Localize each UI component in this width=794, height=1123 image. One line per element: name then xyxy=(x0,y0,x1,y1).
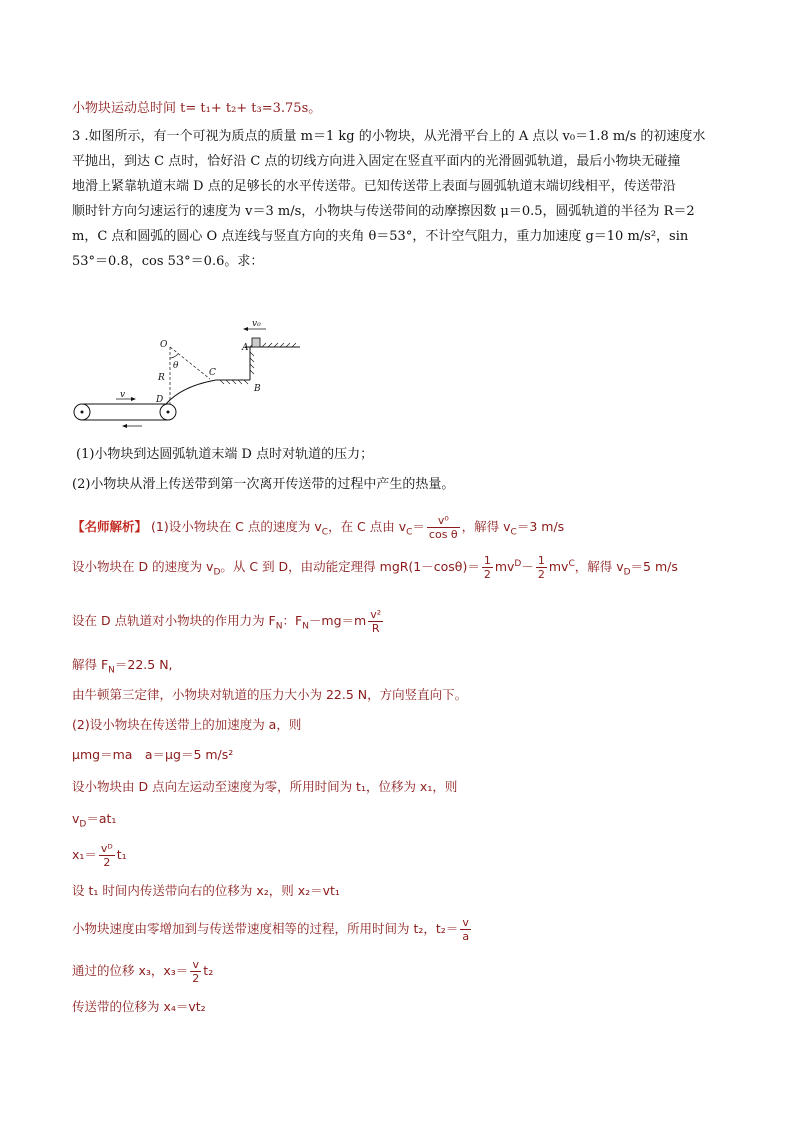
fraction-half-1: $\frac{1}{2}$ xyxy=(483,554,491,581)
fraction-half-2: $\frac{1}{2}$ xyxy=(537,554,545,581)
label-d: D xyxy=(156,395,164,405)
label-c: C xyxy=(209,368,216,378)
solution-line-3: 设在 D 点轨道对小物块的作用力为 $F_N$：$F_N-mg=m$ $\frac{\text{v²}}{R}$ xyxy=(72,608,382,635)
label-v: v xyxy=(120,390,126,400)
fraction-t2: $\frac{v}{a}$ xyxy=(462,916,470,943)
question-1: (1)小物块到达圆弧轨道末端 D 点时对轨道的压力； xyxy=(76,447,374,462)
solution-line-12: 小物块速度由零增加到与传送带速度相等的过程，所用时间为 t₂，t₂＝ $\frac{v}{a}$ xyxy=(72,916,470,943)
solution-line-1: 【名师解析】 (1)设小物块在 C 点的速度为 $v_C$，在 C 点由 $v_C=$ $\frac{\text{v⁰}}{\text{cos θ}}$ ，解得 $v_C=3$ m/s xyxy=(72,514,565,541)
problem-line-2: 平抛出，到达 C 点时，恰好沿 C 点的切线方向进入固定在竖直平面内的光滑圆弧轨道，最后小物块无碰撞 xyxy=(72,154,681,169)
label-a: A xyxy=(242,343,249,353)
solution-line-2: 设小物块在 D 的速度为 $v_D$。从 C 到 D，由动能定理得 mgR(1－cosθ)＝ $\frac{1}{2}$ $mv^D-$ $\frac{1}{2}$ $mv^C$，解得 $v_D=5$ m/s xyxy=(72,554,678,581)
solution-line-13: 通过的位移 x₃，x₃＝ $\frac{v}{2}$ t₂ xyxy=(72,958,214,985)
arc-track xyxy=(166,380,216,404)
solution-line-4: 解得 $F_N=22.5$ N, xyxy=(72,657,173,676)
problem-line-6: 53°＝0.8，cos 53°＝0.6。求： xyxy=(72,254,264,269)
solution-tag: 【名师解析】 xyxy=(72,519,148,534)
solution-line-11: 设 t₁ 时间内传送带向右的位移为 x₂，则 x₂＝vt₁ xyxy=(72,883,340,898)
total-time-line: 小物块运动总时间 t= t₁+ t₂+ t₃=3.75s。 xyxy=(72,101,322,116)
solution-line-14: 传送带的位移为 x₄＝vt₂ xyxy=(72,999,206,1014)
solution-line-7: μmg＝ma a＝μg＝5 m/s² xyxy=(72,747,234,762)
label-b: B xyxy=(254,384,261,394)
solution-line-9: $v_D=at_1$ xyxy=(72,811,117,830)
small-block xyxy=(252,338,260,347)
solution-line-10: x₁＝ $\frac{\text{vᴰ}}{2}$ t₁ xyxy=(72,842,127,869)
label-o: O xyxy=(160,340,168,350)
fraction-x1: $\frac{\text{vᴰ}}{2}$ xyxy=(100,842,113,869)
solution-line-6: (2)设小物块在传送带上的加速度为 a，则 xyxy=(72,717,302,732)
fraction-vc: $\frac{\text{v⁰}}{\text{cos θ}}$ xyxy=(428,514,458,541)
wall-hatch xyxy=(250,352,254,374)
fraction-vd-r: $\frac{\text{v²}}{R}$ xyxy=(370,608,382,635)
problem-line-5: m，C 点和圆弧的圆心 O 点连线与竖直方向的夹角 θ＝53°，不计空气阻力，重力加速度 g＝10 m/s²，sin xyxy=(72,229,689,244)
problem-line-4: 顺时针方向匀速运行的速度为 v＝3 m/s，小物块与传送带间的动摩擦因数 μ＝0.5，圆弧轨道的半径为 R＝2 xyxy=(72,204,695,219)
label-r: R xyxy=(158,373,165,383)
solution-line-8: 设小物块由 D 点向左运动至速度为零，所用时间为 t₁，位移为 x₁，则 xyxy=(72,779,458,794)
question-2: (2)小物块从滑上传送带到第一次离开传送带的过程中产生的热量。 xyxy=(72,477,455,492)
physics-diagram xyxy=(70,316,320,436)
fraction-x3: $\frac{v}{2}$ xyxy=(192,958,200,985)
solution-line-5: 由牛顿第三定律，小物块对轨道的压力大小为 22.5 N，方向竖直向下。 xyxy=(72,687,468,702)
problem-line-1: 3 .如图所示，有一个可视为质点的质量 m＝1 kg 的小物块，从光滑平台上的 A 点以 v₀＝1.8 m/s 的初速度水 xyxy=(72,129,706,144)
label-v0: v₀ xyxy=(252,319,261,329)
label-theta: θ xyxy=(173,361,179,371)
problem-line-3: 地滑上紧靠轨道末端 D 点的足够长的水平传送带。已知传送带上表面与圆弧轨道末端切线相平，传送带沿 xyxy=(72,179,676,194)
